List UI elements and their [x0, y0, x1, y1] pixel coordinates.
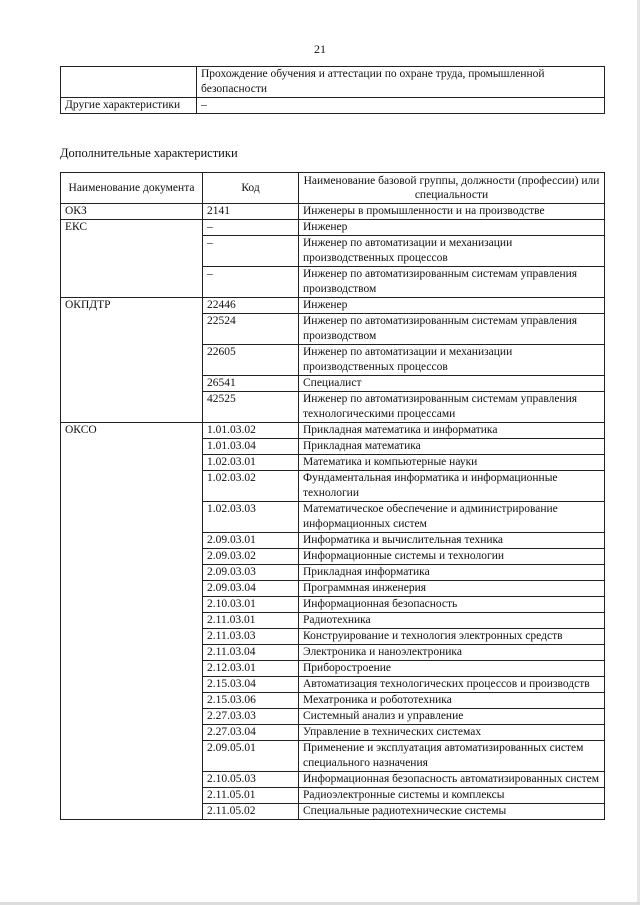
name-cell: Специалист [299, 376, 605, 392]
code-cell: 2.10.05.03 [203, 772, 299, 788]
table-row [61, 220, 605, 236]
name-cell: Инженер по автоматизированным системам управления производством [299, 314, 605, 345]
code-cell: 42525 [203, 392, 299, 423]
name-cell: Системный анализ и управление [299, 709, 605, 725]
name-cell: Программная инженерия [299, 581, 605, 597]
code-cell: 2.09.03.02 [203, 549, 299, 565]
section-heading: Дополнительные характеристики [60, 146, 238, 160]
code-cell: 2.27.03.04 [203, 725, 299, 741]
name-cell: Конструирование и технология электронных средств [299, 629, 605, 645]
code-cell: 1.02.03.03 [203, 502, 299, 533]
name-cell: Применение и эксплуатация автоматизированных систем специального назначения [299, 741, 605, 772]
table-row [61, 98, 605, 114]
name-cell: Информационная безопасность автоматизированных систем [299, 772, 605, 788]
name-cell: Мехатроника и робототехника [299, 693, 605, 709]
table-header-row [61, 173, 605, 204]
name-cell: Радиотехника [299, 613, 605, 629]
header-document: Наименование документа [61, 173, 203, 204]
name-cell: Информатика и вычислительная техника [299, 533, 605, 549]
name-cell: Информационная безопасность [299, 597, 605, 613]
code-cell: 2.11.03.03 [203, 629, 299, 645]
code-cell: 2.11.05.01 [203, 788, 299, 804]
row-value: Прохождение обучения и аттестации по охране труда, промышленной безопасности [197, 67, 605, 98]
code-cell: 2.11.03.04 [203, 645, 299, 661]
name-cell: Математическое обеспечение и администрирование информационных систем [299, 502, 605, 533]
table-row [61, 204, 605, 220]
additional-characteristics-table [60, 172, 605, 820]
code-cell: 1.02.03.02 [203, 471, 299, 502]
table-row [61, 67, 605, 98]
code-cell: 1.01.03.04 [203, 439, 299, 455]
code-cell: 2.27.03.03 [203, 709, 299, 725]
table-row [61, 423, 605, 439]
name-cell: Фундаментальная информатика и информационные технологии [299, 471, 605, 502]
code-cell: 26541 [203, 376, 299, 392]
name-cell: Инженер [299, 220, 605, 236]
code-cell: 2.10.03.01 [203, 597, 299, 613]
header-name: Наименование базовой группы, должности (профессии) или специальности [299, 173, 605, 204]
code-cell: 2.12.03.01 [203, 661, 299, 677]
name-cell: Инженер по автоматизированным системам управления производством [299, 267, 605, 298]
name-cell: Информационные системы и технологии [299, 549, 605, 565]
code-cell: 2.11.05.02 [203, 804, 299, 820]
code-cell: 2.15.03.06 [203, 693, 299, 709]
code-cell: 2.09.03.01 [203, 533, 299, 549]
name-cell: Приборостроение [299, 661, 605, 677]
code-cell: 2.09.03.03 [203, 565, 299, 581]
table-body [61, 204, 605, 820]
name-cell: Инженер [299, 298, 605, 314]
header-code: Код [203, 173, 299, 204]
name-cell: Радиоэлектронные системы и комплексы [299, 788, 605, 804]
row-label [61, 67, 197, 98]
code-cell: 2.09.05.01 [203, 741, 299, 772]
name-cell: Математика и компьютерные науки [299, 455, 605, 471]
code-cell: 22446 [203, 298, 299, 314]
name-cell: Специальные радиотехнические системы [299, 804, 605, 820]
row-value: – [197, 98, 605, 114]
document-cell: ОКЗ [61, 204, 203, 220]
name-cell: Автоматизация технологических процессов и производств [299, 677, 605, 693]
code-cell: – [203, 236, 299, 267]
code-cell: 1.01.03.02 [203, 423, 299, 439]
name-cell: Инженер по автоматизации и механизации производственных процессов [299, 345, 605, 376]
row-label: Другие характеристики [61, 98, 197, 114]
name-cell: Управление в технических системах [299, 725, 605, 741]
name-cell: Прикладная информатика [299, 565, 605, 581]
name-cell: Прикладная математика и информатика [299, 423, 605, 439]
code-cell: 1.02.03.01 [203, 455, 299, 471]
code-cell: 22605 [203, 345, 299, 376]
code-cell: 2.15.03.04 [203, 677, 299, 693]
name-cell: Электроника и наноэлектроника [299, 645, 605, 661]
name-cell: Инженер по автоматизации и механизации производственных процессов [299, 236, 605, 267]
code-cell: – [203, 220, 299, 236]
document-cell: ОКПДТР [61, 298, 203, 423]
name-cell: Инженер по автоматизированным системам управления технологическими процессами [299, 392, 605, 423]
requirements-table [60, 66, 605, 114]
page-number: 21 [314, 42, 326, 56]
code-cell: 2.11.03.01 [203, 613, 299, 629]
code-cell: – [203, 267, 299, 298]
code-cell: 2.09.03.04 [203, 581, 299, 597]
name-cell: Инженеры в промышленности и на производстве [299, 204, 605, 220]
document-cell: ЕКС [61, 220, 203, 298]
code-cell: 2141 [203, 204, 299, 220]
name-cell: Прикладная математика [299, 439, 605, 455]
code-cell: 22524 [203, 314, 299, 345]
table-row [61, 298, 605, 314]
document-cell: ОКСО [61, 423, 203, 820]
